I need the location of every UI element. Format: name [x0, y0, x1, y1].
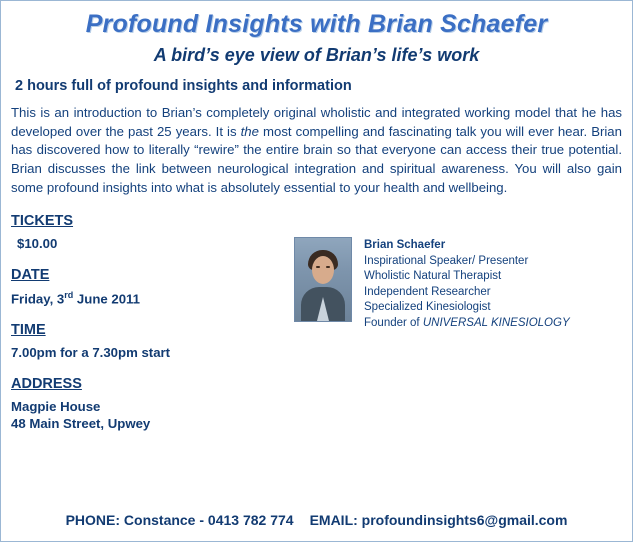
page-title: Profound Insights with Brian Schaefer — [85, 10, 548, 38]
intro-emphasis: the — [240, 123, 259, 139]
time-heading: TIME — [11, 322, 46, 339]
tickets-heading: TICKETS — [11, 213, 74, 229]
presenter-bio-text — [364, 237, 570, 331]
intro-paragraph — [11, 104, 622, 198]
address-line-1: Magpie House — [11, 399, 101, 415]
photo-eye-left — [316, 266, 320, 268]
tagline: 2 hours full of profound insights and information — [15, 78, 352, 94]
email-text: EMAIL: profoundinsights6@gmail.com — [309, 512, 568, 528]
address-heading: ADDRESS — [11, 376, 82, 393]
time-value: 7.00pm for a 7.30pm start — [11, 345, 171, 361]
photo-face-shape — [312, 256, 334, 284]
address-line-2: 48 Main Street, Upwey — [11, 416, 151, 432]
event-details — [11, 213, 281, 431]
bio-founder-org: UNIVERSAL KINESIOLOGY — [422, 316, 570, 329]
presenter-bio — [294, 237, 570, 331]
date-value-prefix: Friday, 3 — [11, 291, 65, 307]
date-heading: DATE — [11, 267, 50, 283]
phone-text: PHONE: Constance - 0413 782 774 — [65, 512, 294, 528]
date-value-suffix: June 2011 — [73, 291, 140, 307]
presenter-photo — [294, 237, 352, 322]
bio-founder-prefix: Founder of — [364, 316, 423, 329]
page-subtitle: A bird’s eye view of Brian’s life’s work — [153, 45, 480, 65]
bio-line: Wholistic Natural Therapist — [364, 270, 502, 283]
photo-eye-right — [326, 266, 330, 268]
intro-text-part1: This is an introduction to Brian’s completely original wholistic and integrated working model that he has developed over the past 25 years. It is — [11, 105, 622, 139]
intro-text-part2: most compelling and fascinating talk you will ever hear. Brian has discovered how to literally “rewire” the entire brain so that everyone can access their true potential. Brian discusses the link between neurological integration and spiritual awareness. You will also gain some profound insights into what is absolutely essential to your health and wellbeing. — [11, 123, 622, 195]
bio-line: Specialized Kinesiologist — [364, 301, 491, 314]
date-value — [11, 290, 281, 306]
date-value-ordinal: rd — [64, 290, 74, 300]
tickets-value: $10.00 — [17, 236, 58, 251]
presenter-name: Brian Schaefer — [364, 239, 446, 251]
bio-founder-line — [364, 316, 570, 331]
bio-line: Inspirational Speaker/ Presenter — [364, 255, 529, 267]
contact-footer — [1, 512, 632, 528]
bio-line: Independent Researcher — [364, 285, 491, 298]
